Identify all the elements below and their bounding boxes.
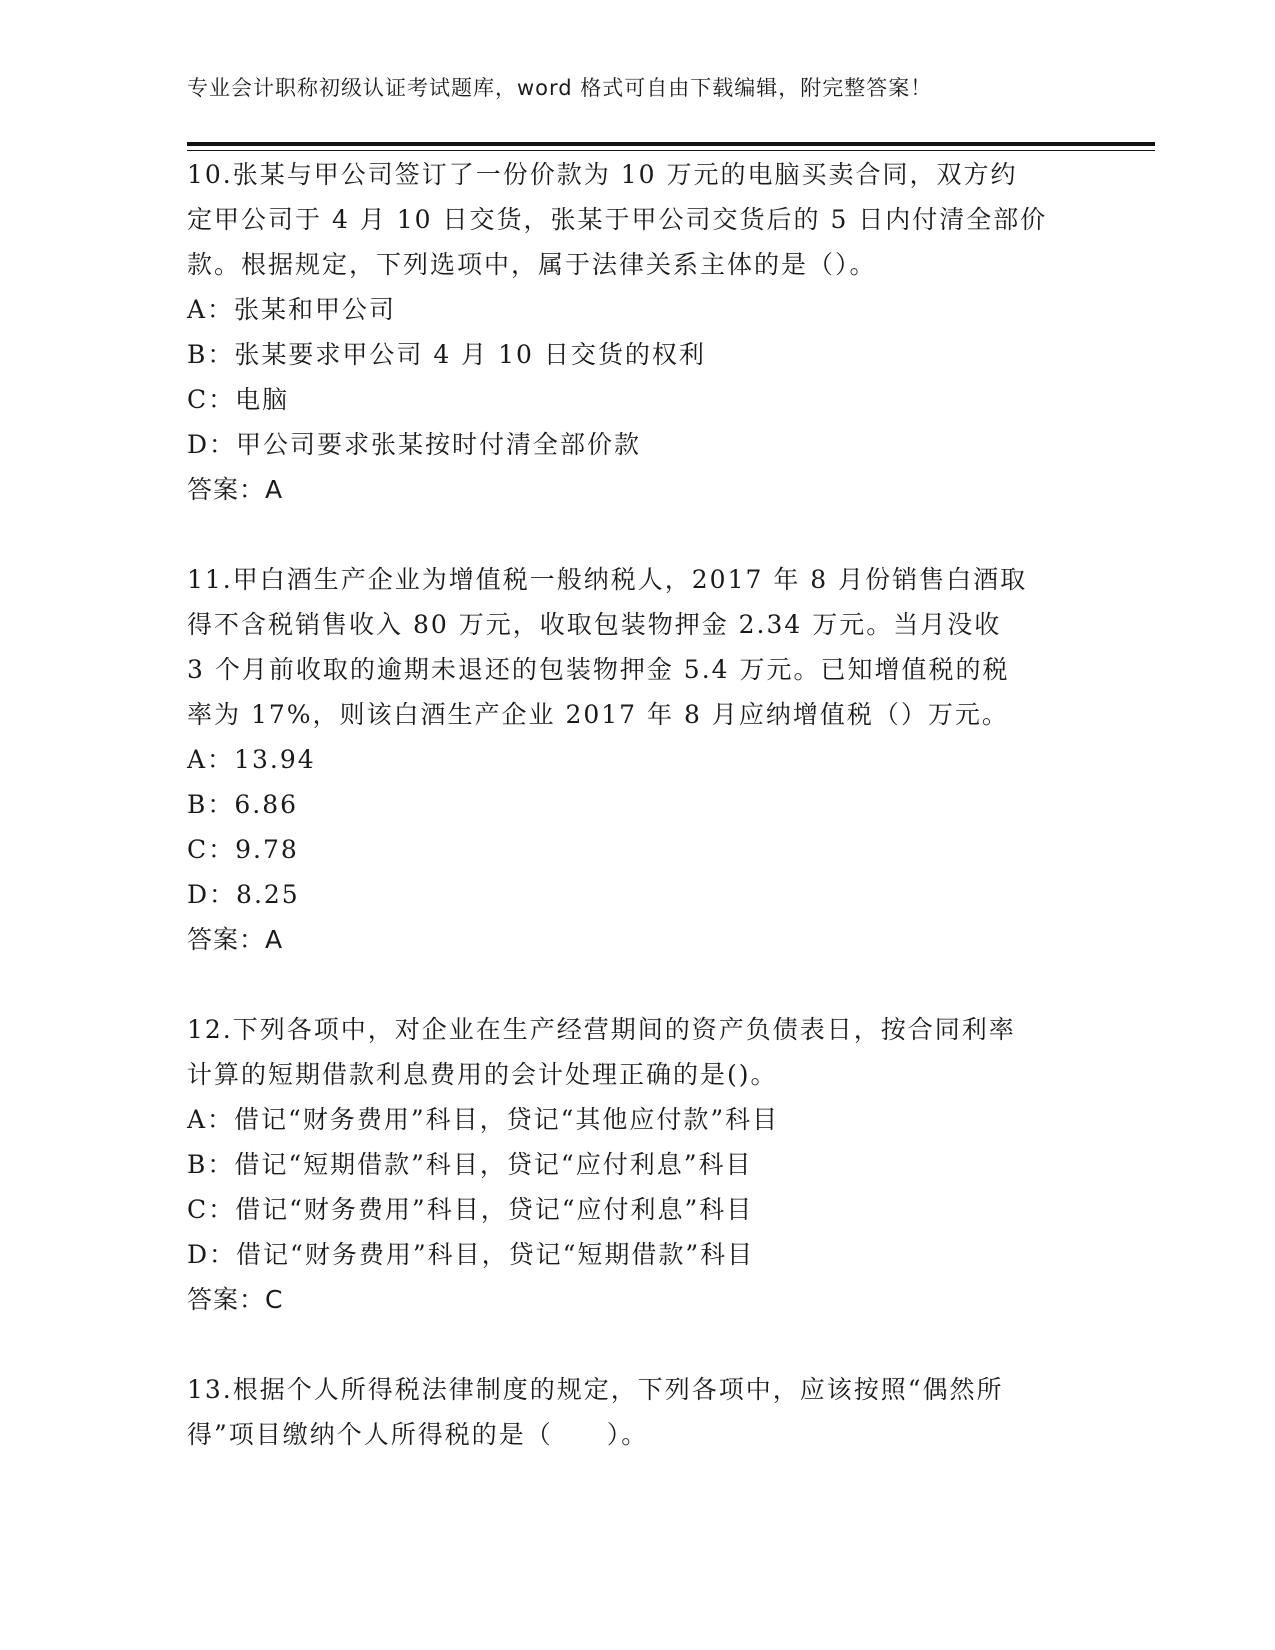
option-b: B：借记“短期借款”科目，贷记“应付利息”科目 [187, 1150, 753, 1179]
question-spacer [187, 962, 1087, 1007]
stem-line: 定甲公司于 4 月 10 日交货，张某于甲公司交货后的 5 日内付清全部价 [187, 205, 1048, 234]
header-divider-thin [187, 150, 1155, 151]
question-stem [187, 152, 1087, 287]
header-divider-thick [187, 142, 1155, 146]
question-stem [187, 1007, 1087, 1097]
question-spacer [187, 512, 1087, 557]
option-d: D：甲公司要求张某按时付清全部价款 [187, 430, 642, 459]
question-13 [187, 1367, 1087, 1457]
question-11 [187, 557, 1087, 962]
question-stem [187, 557, 1087, 737]
stem-line: 10.张某与甲公司签订了一份价款为 10 万元的电脑买卖合同，双方约 [187, 160, 1018, 189]
answer-label: 答案：C [187, 1285, 284, 1314]
question-10 [187, 152, 1087, 512]
stem-line: 率为 17%，则该白酒生产企业 2017 年 8 月应纳增值税（）万元。 [187, 700, 1009, 729]
answer-label: 答案：A [187, 475, 284, 504]
question-spacer [187, 1322, 1087, 1367]
stem-line: 11.甲白酒生产企业为增值税一般纳税人，2017 年 8 月份销售白酒取 [187, 565, 1028, 594]
option-d: D：8.25 [187, 880, 300, 909]
question-12 [187, 1007, 1087, 1322]
stem-line: 款。根据规定，下列选项中，属于法律关系主体的是（）。 [187, 250, 877, 279]
option-b: B：6.86 [187, 790, 299, 819]
question-list [187, 152, 1087, 1457]
option-c: C：电脑 [187, 385, 290, 414]
option-c: C：借记“财务费用”科目，贷记“应付利息”科目 [187, 1195, 754, 1224]
stem-line: 计算的短期借款利息费用的会计处理正确的是()。 [187, 1060, 778, 1089]
document-header: 专业会计职称初级认证考试题库，word 格式可自由下载编辑，附完整答案！ [187, 76, 933, 100]
stem-line: 得”项目缴纳个人所得税的是（ ）。 [187, 1420, 649, 1449]
option-c: C：9.78 [187, 835, 299, 864]
option-a: A：13.94 [187, 745, 316, 774]
option-d: D：借记“财务费用”科目，贷记“短期借款”科目 [187, 1240, 755, 1269]
answer-label: 答案：A [187, 925, 284, 954]
option-a: A：借记“财务费用”科目，贷记“其他应付款”科目 [187, 1105, 780, 1134]
option-b: B：张某要求甲公司 4 月 10 日交货的权利 [187, 340, 706, 369]
stem-line: 13.根据个人所得税法律制度的规定，下列各项中，应该按照“偶然所 [187, 1375, 1004, 1404]
stem-line: 得不含税销售收入 80 万元，收取包装物押金 2.34 万元。当月没收 [187, 610, 1002, 639]
option-a: A：张某和甲公司 [187, 295, 397, 324]
stem-line: 3 个月前收取的逾期未退还的包装物押金 5.4 万元。已知增值税的税 [187, 655, 1010, 684]
stem-line: 12.下列各项中，对企业在生产经营期间的资产负债表日，按合同利率 [187, 1015, 1016, 1044]
question-stem [187, 1367, 1087, 1457]
